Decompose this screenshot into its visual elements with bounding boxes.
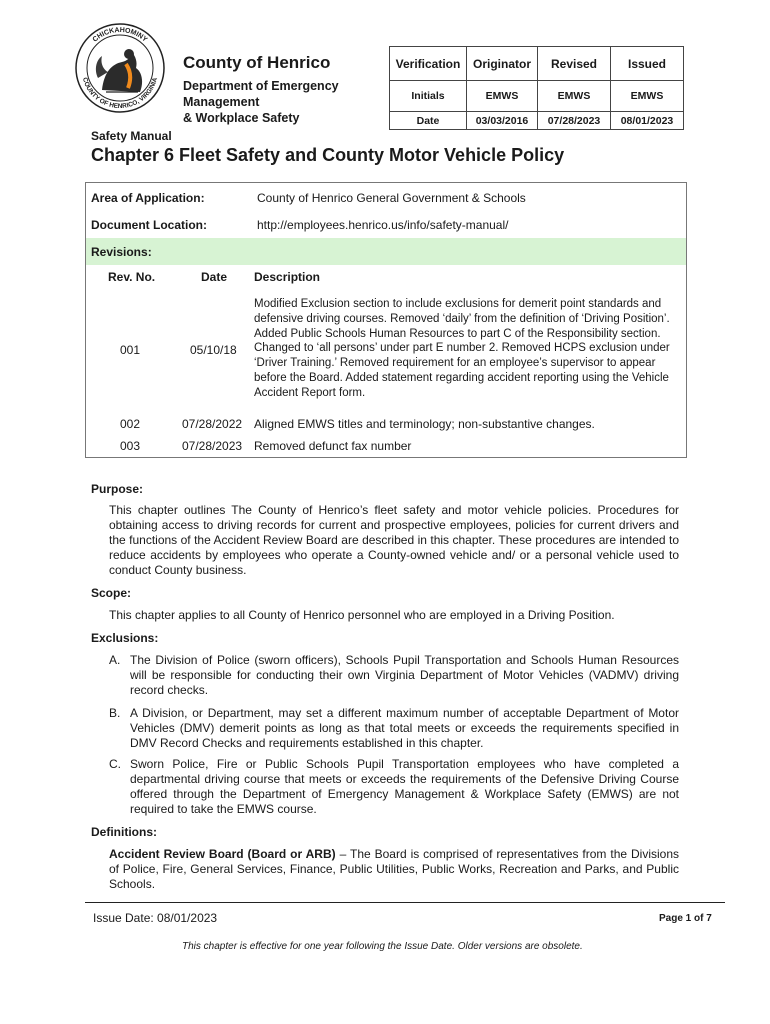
exclusion-item: A Division, or Department, may set a different maximum number of acceptable Department of Motor Vehicles (DMV) demerit points as long as that total meets or exceeds the requirements specified in DMV Record Checks and requirements established in this chapter. — [130, 706, 679, 750]
org-name: County of Henrico — [183, 53, 331, 72]
date-label: Date — [390, 112, 467, 130]
exclusions-heading: Exclusions: — [91, 631, 159, 645]
manual-label: Safety Manual — [91, 129, 172, 143]
definition-text: – The Board is comprised of representatives from the Divisions of Police, Fire, General Services, Finance, Public Utilities, Public Works, Recreation and Parks, and Public Schools. — [109, 847, 679, 891]
scope-text: This chapter applies to all County of Henrico personnel who are employed in a Driving Position. — [109, 608, 615, 622]
rev-date: 05/10/18 — [190, 343, 237, 357]
exclusion-item: Sworn Police, Fire or Public Schools Pupil Transportation employees who have completed a departmental driving course that meets or exceeds the requirements of the Defensive Driving Course offered through the Department of Emergency Management & Workplace Safety (EMWS) are not required to take the EMWS course. — [130, 757, 679, 816]
verification-table — [389, 46, 684, 130]
exclusion-marker: B. — [109, 706, 121, 720]
purpose-heading: Purpose: — [91, 482, 144, 496]
page-number: Page 1 of 7 — [659, 913, 712, 924]
rev-date-header: Date — [201, 270, 228, 284]
exclusion-item: The Division of Police (sworn officers), Schools Pupil Transportation and Schools Human Resources will be responsible for conducting their own Virginia Department of Motor Vehicles (VADMV) driving record checks. — [130, 653, 679, 697]
department-name — [183, 78, 363, 126]
definition-item — [109, 847, 679, 892]
exclusion-marker: C. — [109, 757, 121, 771]
scope-heading: Scope: — [91, 586, 132, 600]
definition-term: Accident Review Board (Board or ARB) — [109, 847, 336, 861]
seal-top-text: CHICKAHOMINY — [91, 26, 149, 44]
issued-header: Issued — [611, 47, 684, 81]
revisions-bar — [86, 238, 686, 265]
issued-date: 08/01/2023 — [611, 112, 684, 130]
rev-description: Removed defunct fax number — [254, 439, 412, 453]
rev-description: Aligned EMWS titles and terminology; non-substantive changes. — [254, 417, 595, 431]
area-label: Area of Application: — [91, 191, 205, 205]
revisions-label: Revisions: — [91, 245, 152, 259]
originator-date: 03/03/2016 — [467, 112, 538, 130]
originator-header: Originator — [467, 47, 538, 81]
rev-no: 001 — [120, 343, 141, 357]
document-location-link[interactable]: http://employees.henrico.us/info/safety-manual/ — [257, 218, 509, 232]
exclusion-marker: A. — [109, 653, 121, 667]
issued-initials: EMWS — [611, 81, 684, 112]
department-line-2: & Workplace Safety — [183, 111, 300, 125]
rev-description-header: Description — [254, 270, 321, 284]
rev-no: 002 — [120, 417, 141, 431]
verification-header: Verification — [390, 47, 467, 81]
rev-no: 003 — [120, 439, 141, 453]
document-info-box — [85, 182, 687, 458]
seal-bottom-text: COUNTY OF HENRICO, VIRGINIA — [80, 76, 160, 111]
definitions-heading: Definitions: — [91, 825, 157, 839]
rev-description: Modified Exclusion section to include exclusions for demerit point standards and defensive driving courses. Removed ‘daily’ from the definition of ‘Driving Position’. Added Public Schools Human Resources to part C of the Responsibility section. Changed to ‘all persons’ under part E number 2. Removed HCPS exclusion under ‘Driver Training.’ Removed requirement for an employee’s supervisor to appear before the Board. Added statement regarding accident reporting using the Vehicle Accident Report form. — [254, 298, 670, 399]
effective-note: This chapter is effective for one year following the Issue Date. Older versions are obsolete. — [182, 941, 583, 952]
revised-date: 07/28/2023 — [538, 112, 611, 130]
revised-initials: EMWS — [538, 81, 611, 112]
department-line-1: Department of Emergency Management — [183, 79, 339, 109]
rev-no-header: Rev. No. — [108, 270, 156, 284]
area-value: County of Henrico General Government & Schools — [257, 191, 526, 205]
rev-date: 07/28/2022 — [182, 417, 243, 431]
county-seal-logo — [72, 20, 168, 116]
footer-divider — [85, 902, 725, 903]
rev-date: 07/28/2023 — [182, 439, 243, 453]
originator-initials: EMWS — [467, 81, 538, 112]
chapter-title: Chapter 6 Fleet Safety and County Motor Vehicle Policy — [91, 145, 565, 165]
purpose-text: This chapter outlines The County of Henrico’s fleet safety and motor vehicle policies. Procedures for obtaining access to driving records for current and prospective employees, policies for current drivers and the functions of the Accident Review Board are described in this chapter. These procedures are intended to reduce accidents by employees who operate a County-owned vehicle and/ or a personal vehicle used to conduct County business. — [109, 503, 679, 577]
revised-header: Revised — [538, 47, 611, 81]
footer-issue-date: Issue Date: 08/01/2023 — [93, 911, 218, 925]
location-label: Document Location: — [91, 218, 207, 232]
initials-label: Initials — [390, 81, 467, 112]
